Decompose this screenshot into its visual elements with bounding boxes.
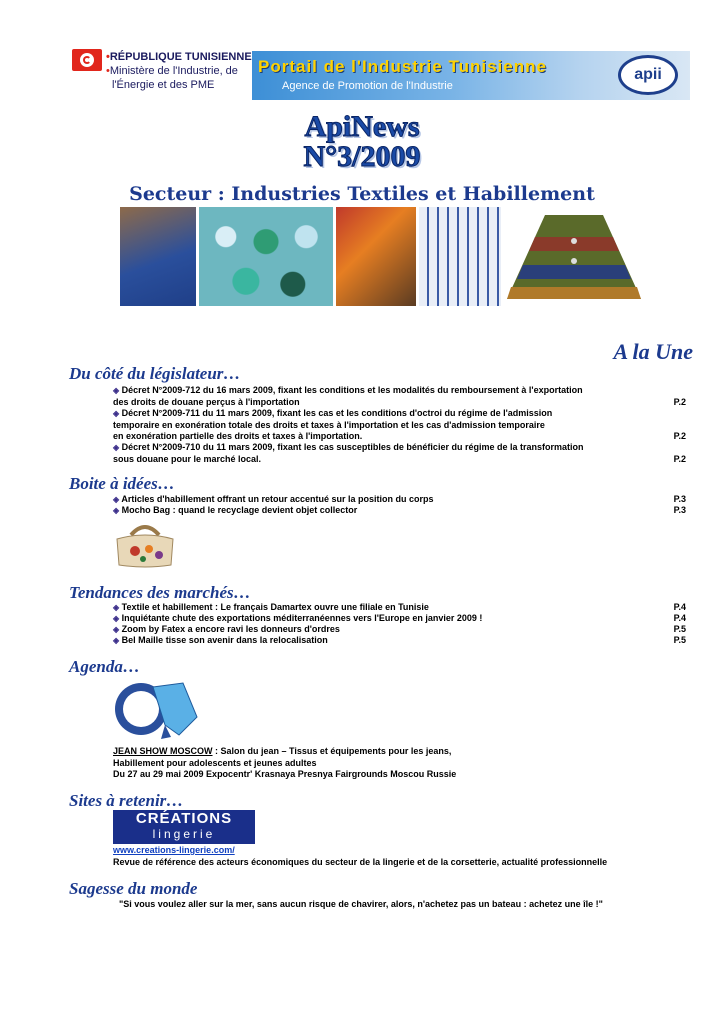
thread-spools-photo (199, 207, 333, 306)
site-url-link[interactable]: www.creations-lingerie.com/ (113, 845, 235, 855)
banner-title: Portail de l'Industrie Tunisienne (258, 57, 547, 76)
portal-banner[interactable] (252, 51, 690, 100)
page-ref: P.2 (673, 396, 686, 407)
page-ref: P.4 (673, 613, 686, 623)
sagesse-heading: Sagesse du monde (69, 879, 198, 898)
diamond-bullet-icon: ◈ (113, 625, 120, 634)
diamond-bullet-icon: ◈ (113, 409, 120, 418)
page-ref: P.5 (673, 624, 686, 634)
list-item[interactable]: ◈ Bel Maille tisse son avenir dans la relocalisation P.5 (113, 635, 686, 645)
apii-logo: apii (618, 55, 678, 95)
sites-heading: Sites à retenir… (69, 791, 184, 810)
workers-photo (120, 207, 196, 306)
diamond-bullet-icon: ◈ (113, 495, 120, 504)
page-ref: P.2 (673, 431, 686, 441)
tunisia-flag-icon (72, 49, 102, 71)
newsletter-title: ApiNews (304, 110, 420, 143)
diamond-bullet-icon: ◈ (113, 506, 120, 515)
list-item[interactable]: ◈ Inquiétante chute des exportations méditerranéennes vers l'Europe en janvier 2009 ! P.4 (113, 613, 686, 623)
page-ref: P.4 (673, 602, 686, 612)
tendances-heading: Tendances des marchés… (69, 583, 251, 602)
agenda-event[interactable]: JEAN SHOW MOSCOW : Salon du jean – Tissus et équipements pour les jeans, Habillement pour adolescents et jeunes adultes Du 27 au 29 mai 2009 Expocentr' Krasnaya Presnya Fairgrounds Moscou Russie (113, 746, 457, 779)
newsletter-issue: N°3/2009 (303, 140, 421, 173)
creations-lingerie-logo[interactable]: CRÉATIONS lingerie (113, 810, 255, 844)
a-la-une-title: A la Une (613, 339, 693, 364)
mocho-bag-image (113, 521, 177, 574)
agenda-heading: Agenda… (69, 657, 140, 676)
diamond-bullet-icon: ◈ (113, 386, 120, 395)
leather-goods-photo (336, 207, 416, 306)
page-ref: P.3 (673, 505, 686, 515)
diamond-bullet-icon: ◈ (113, 443, 120, 452)
page-ref: P.3 (673, 494, 686, 504)
idees-heading: Boite à idées… (69, 474, 175, 493)
ministry-line2: l'Énergie et des PME (112, 79, 215, 91)
home-textiles-photo (419, 207, 501, 306)
list-item[interactable]: ◈ Décret N°2009-710 du 11 mars 2009, fixant les cas susceptibles de bénéficier du régime de la transformation sous douane pour le marché local. P.2 (113, 442, 686, 464)
event-name-link[interactable]: JEAN SHOW MOSCOW (113, 746, 213, 756)
ministry-line1: Ministère de l'Industrie, de (109, 65, 238, 77)
page-ref: P.5 (673, 635, 686, 645)
site-description: Revue de référence des acteurs économiques du secteur de la lingerie et de la corsetterie, actualité professionnelle (113, 857, 608, 867)
list-item[interactable]: ◈ Mocho Bag : quand le recyclage devient objet collector P.3 (113, 505, 686, 515)
wisdom-quote: "Si vous voulez aller sur la mer, sans aucun risque de chavirer, alors, n'achetez pas un bateau : achetez une île !" (119, 899, 603, 909)
list-item[interactable]: ◈ Zoom by Fatex a encore ravi les donneurs d'ordres P.5 (113, 624, 686, 634)
list-item[interactable]: ◈ Articles d'habillement offrant un retour accentué sur la position du corps P.3 (113, 494, 686, 504)
ministry-block: •RÉPUBLIQUE TUNISIENNE •Ministère de l'Industrie, de l'Énergie et des PME (106, 51, 252, 91)
sector-title: Secteur : Industries Textiles et Habillement (129, 183, 595, 205)
banner-subtitle: Agence de Promotion de l'Industrie (282, 80, 453, 92)
legislateur-heading: Du côté du législateur… (69, 364, 241, 383)
diamond-bullet-icon: ◈ (113, 614, 120, 623)
jeans-show-logo (113, 677, 203, 746)
list-item[interactable]: ◈ Décret N°2009-711 du 11 mars 2009, fixant les cas et les conditions d'octroi du régime de l'admission temporaire en exonération totale des droits et taxes à l'importation et les cas d'admission temporaire en exonération partielle des droits et taxes à l'importation. P.2 (113, 408, 686, 441)
diamond-bullet-icon: ◈ (113, 636, 120, 645)
knit-poncho-photo (505, 207, 643, 306)
diamond-bullet-icon: ◈ (113, 603, 120, 612)
republic-label: RÉPUBLIQUE TUNISIENNE (109, 51, 252, 63)
page-ref: P.2 (673, 453, 686, 464)
list-item[interactable]: ◈ Décret N°2009-712 du 16 mars 2009, fixant les conditions et les modalités du remboursement à l'exportation des droits de douane perçus à l'importation P.2 (113, 385, 686, 407)
list-item[interactable]: ◈ Textile et habillement : Le français Damartex ouvre une filiale en Tunisie P.4 (113, 602, 686, 612)
